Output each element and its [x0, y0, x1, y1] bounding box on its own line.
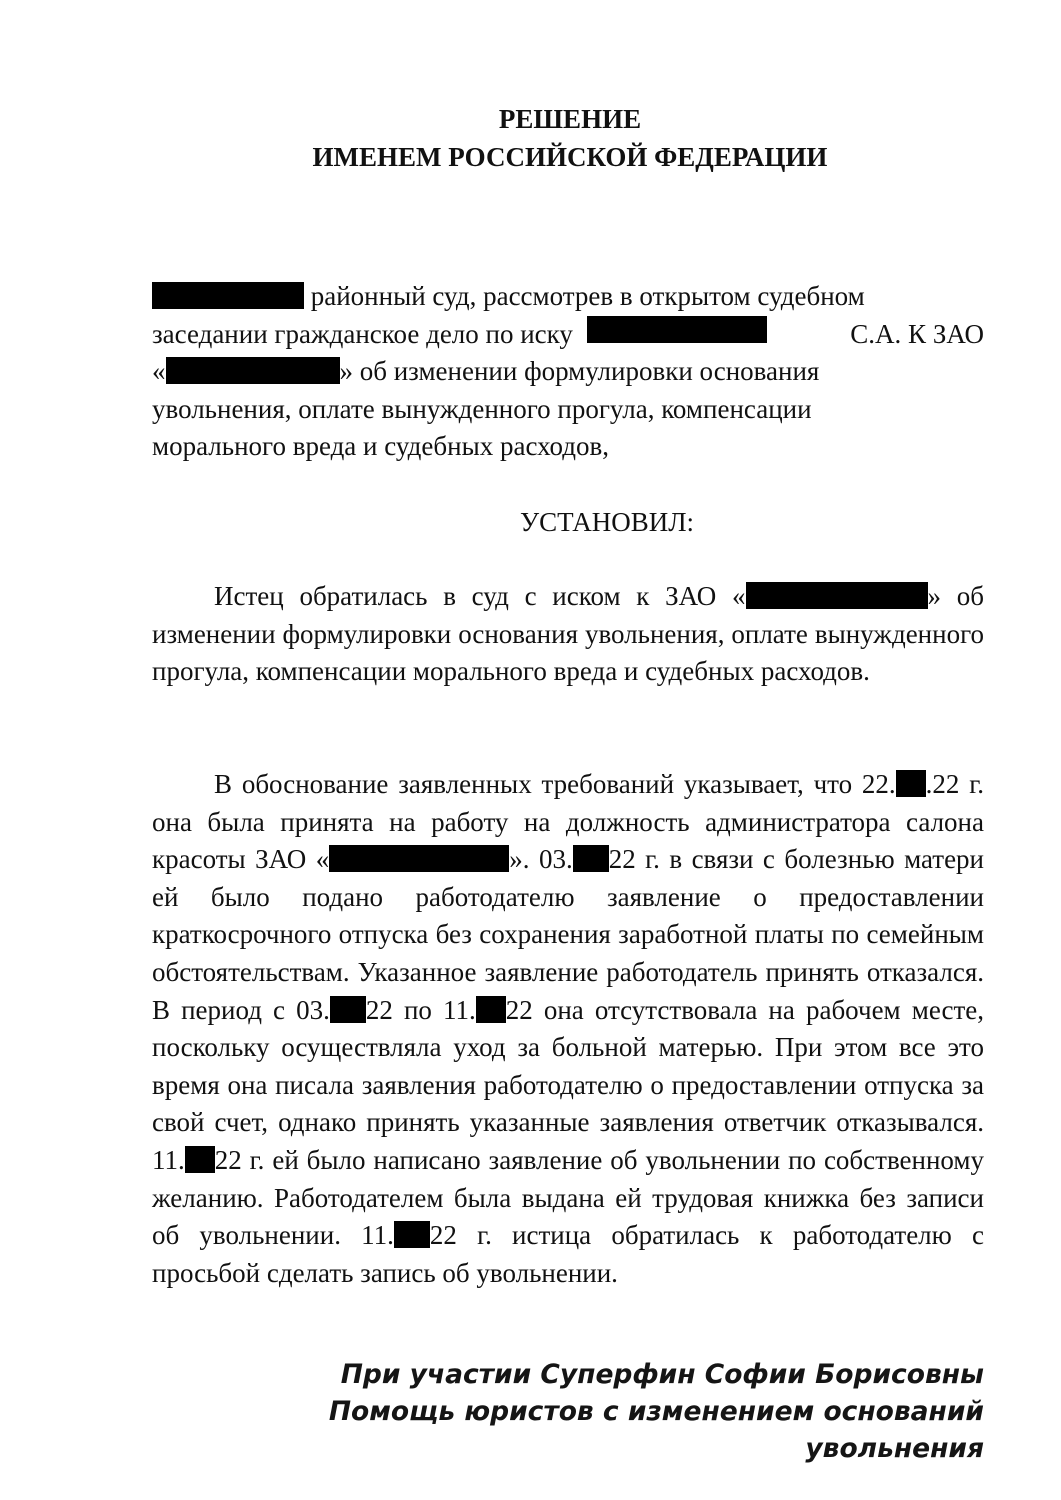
- grounds-text-1: В обоснование заявленных требований указывает, что 22.: [214, 769, 896, 799]
- intro-line-1: [152, 278, 984, 316]
- paragraph-grounds: [152, 766, 984, 1292]
- redacted-plaintiff-name: [587, 316, 767, 343]
- claim-text-1: Истец обратилась в суд с иском к ЗАО «: [214, 581, 746, 611]
- footer-line-2: Помощь юристов с изменением оснований: [328, 1396, 984, 1427]
- grounds-text-8: 22 г. истица обратилась к работодателю с просьбой сделать запись об увольнении.: [152, 1220, 984, 1288]
- redacted-month-5: [185, 1146, 215, 1173]
- footer-watermark: [184, 1356, 984, 1467]
- document-title: [0, 100, 1061, 176]
- redacted-company-name-3: [329, 845, 509, 872]
- intro-text-1: районный суд, рассмотрев в открытом судебном: [310, 281, 865, 311]
- redacted-company-name-2: [746, 582, 928, 609]
- redacted-month-6: [394, 1221, 430, 1248]
- intro-line-3: [152, 353, 984, 391]
- intro-line-5: морального вреда и судебных расходов,: [152, 431, 610, 462]
- footer-line-3: увольнения: [805, 1433, 984, 1464]
- footer-line-1: При участии Суперфин Софии Борисовны: [340, 1359, 984, 1390]
- intro-text-2: заседании гражданское дело по иску: [152, 318, 573, 349]
- redacted-month-1: [896, 770, 926, 797]
- redacted-month-4: [476, 996, 506, 1023]
- redacted-month-2: [573, 845, 609, 872]
- title-federation: ИМЕНЕМ РОССИЙСКОЙ ФЕДЕРАЦИИ: [312, 142, 828, 172]
- grounds-text-4: 22 г. в связи с болезнью матери ей было подано работодателю заявление о предоставлении краткосрочного отпуска без сохранения заработной платы по семейным обстоятельствам. Указанное заявление работодатель принять отказался. В период с 03.: [152, 844, 984, 1025]
- title-decision: РЕШЕНИЕ: [498, 104, 642, 134]
- grounds-text-7: 22 г. ей было написано заявление об увольнении по собственному желанию. Работодателем была выдана ей трудовая книжка без записи об увольнении. 11.: [152, 1144, 984, 1251]
- grounds-text-3: ». 03.: [509, 844, 573, 875]
- grounds-text-2: .22 г. она была принята на работу на должность администратора салона красоты ЗАО «: [152, 769, 984, 875]
- grounds-text-5: 22 по 11.: [365, 994, 476, 1025]
- intro-text-3: С.А. К ЗАО: [850, 318, 984, 349]
- intro-quote-open: «: [152, 356, 166, 387]
- grounds-text-6: 22 она отсутствовала на рабочем месте, поскольку осуществляла уход за больной матерью. При этом все это время она писала заявления работодателю о предоставлении отпуска за свой счет, однако принять указанные заявления ответчик отказывался. 11.: [152, 994, 984, 1175]
- intro-paragraph: [152, 278, 984, 466]
- claim-text-2: » об изменении формулировки основания увольнения, оплате вынужденного прогула, компенсации морального вреда и судебных расходов.: [152, 581, 984, 687]
- intro-line-4: увольнения, оплате вынужденного прогула, компенсации: [152, 393, 812, 424]
- section-heading-established: УСТАНОВИЛ:: [519, 507, 695, 537]
- intro-text-5: » об изменении формулировки основания: [339, 356, 820, 387]
- intro-line-2: [152, 316, 984, 354]
- redacted-court-name: [152, 282, 304, 309]
- paragraph-claim: [152, 578, 984, 691]
- redacted-month-3: [330, 996, 366, 1023]
- redacted-company-name: [166, 357, 340, 384]
